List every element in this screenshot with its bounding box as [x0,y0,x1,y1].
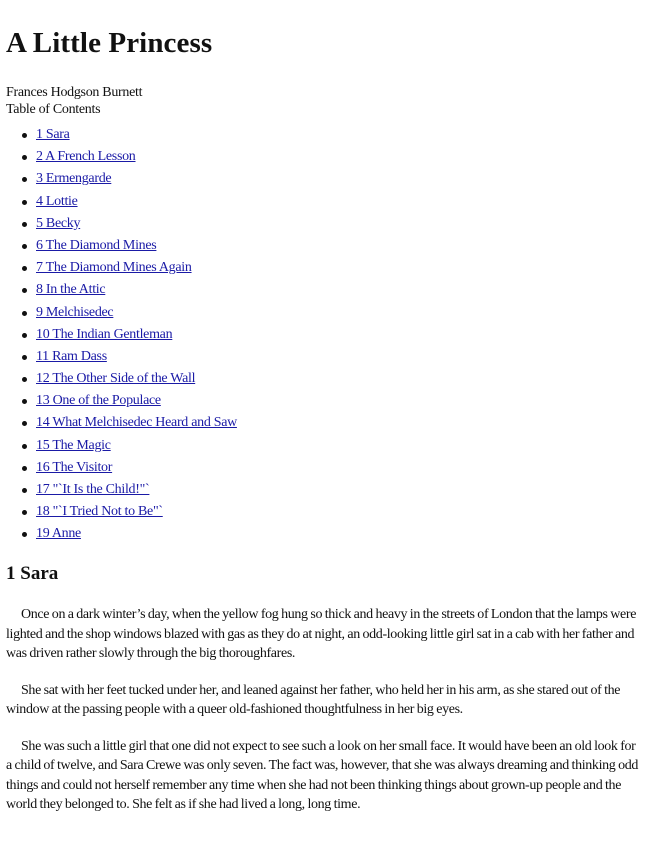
bullet-icon [22,311,27,316]
toc-item [6,370,237,392]
toc-item [6,193,237,215]
table-of-contents [6,126,237,548]
toc-item [6,414,237,436]
bullet-icon [22,444,27,449]
toc-item [6,503,237,525]
toc-link-14[interactable]: 14 What Melchisedec Heard and Saw [36,415,237,431]
paragraph: She sat with her feet tucked under her, and leaned against her father, who held her in his arm, as she stared out of the window at the passing people with a queer old-fashioned thoughtfulness in her big eyes. [6,682,621,717]
bullet-icon [22,421,27,426]
bullet-icon [22,222,27,227]
toc-link-1[interactable]: 1 Sara [36,127,70,142]
author-name: Frances Hodgson Burnett [6,85,143,100]
bullet-icon [22,355,27,360]
bullet-icon [22,266,27,271]
toc-link-11[interactable]: 11 Ram Dass [36,348,107,364]
toc-link-2[interactable]: 2 A French Lesson [36,149,136,165]
bullet-icon [22,200,27,205]
bullet-icon [22,532,27,537]
bullet-icon [22,333,27,338]
toc-link-18[interactable]: 18 "`I Tried Not to Be"` [36,504,163,520]
toc-item [6,392,237,414]
toc-item [6,126,237,148]
toc-item [6,304,237,326]
toc-item [6,348,237,370]
toc-item [6,237,237,259]
toc-link-9[interactable]: 9 Melchisedec [36,304,114,320]
toc-item [6,170,237,192]
bullet-icon [22,133,27,138]
toc-link-5[interactable]: 5 Becky [36,215,81,231]
toc-link-10[interactable]: 10 The Indian Gentleman [36,326,173,342]
bullet-icon [22,510,27,515]
toc-item [6,437,237,459]
bullet-icon [22,288,27,293]
toc-link-7[interactable]: 7 The Diamond Mines Again [36,260,192,276]
paragraph: She was such a little girl that one did not expect to see such a look on her small face. It would have been an old look for a child of twelve, and Sara Crewe was only seven. The fact was, however, that she was always dreaming and thinking odd things and could not herself remember any time when she had not been thinking things about grown-up people and the world they belonged to. She felt as if she had lived a long, long time. [6,738,639,812]
bullet-icon [22,244,27,249]
toc-link-19[interactable]: 19 Anne [36,526,81,542]
toc-item [6,459,237,481]
toc-link-16[interactable]: 16 The Visitor [36,459,113,475]
toc-link-12[interactable]: 12 The Other Side of the Wall [36,371,196,387]
toc-link-13[interactable]: 13 One of the Populace [36,393,161,409]
toc-link-8[interactable]: 8 In the Attic [36,282,106,298]
toc-item [6,525,237,547]
toc-link-3[interactable]: 3 Ermengarde [36,171,112,187]
bullet-icon [22,466,27,471]
chapter-body [6,605,642,832]
toc-item [6,326,237,348]
toc-item [6,281,237,303]
toc-heading: Table of Contents [6,102,101,117]
bullet-icon [22,399,27,404]
bullet-icon [22,155,27,160]
toc-item [6,481,237,503]
book-title: A Little Princess [6,27,213,59]
chapter-heading: 1 Sara [6,563,59,584]
paragraph: Once on a dark winter’s day, when the yellow fog hung so thick and heavy in the streets of London that the lamps were lighted and the shop windows blazed with gas as they do at night, an odd-looking little girl sat in a cab with her father and was driven rather slowly through the big thoroughfares. [6,607,637,661]
bullet-icon [22,177,27,182]
toc-item [6,259,237,281]
toc-item [6,148,237,170]
toc-item [6,215,237,237]
toc-link-15[interactable]: 15 The Magic [36,437,111,453]
bullet-icon [22,488,27,493]
toc-link-4[interactable]: 4 Lottie [36,193,78,209]
bullet-icon [22,377,27,382]
toc-link-6[interactable]: 6 The Diamond Mines [36,237,157,253]
toc-link-17[interactable]: 17 "`It Is the Child!"` [36,482,150,497]
